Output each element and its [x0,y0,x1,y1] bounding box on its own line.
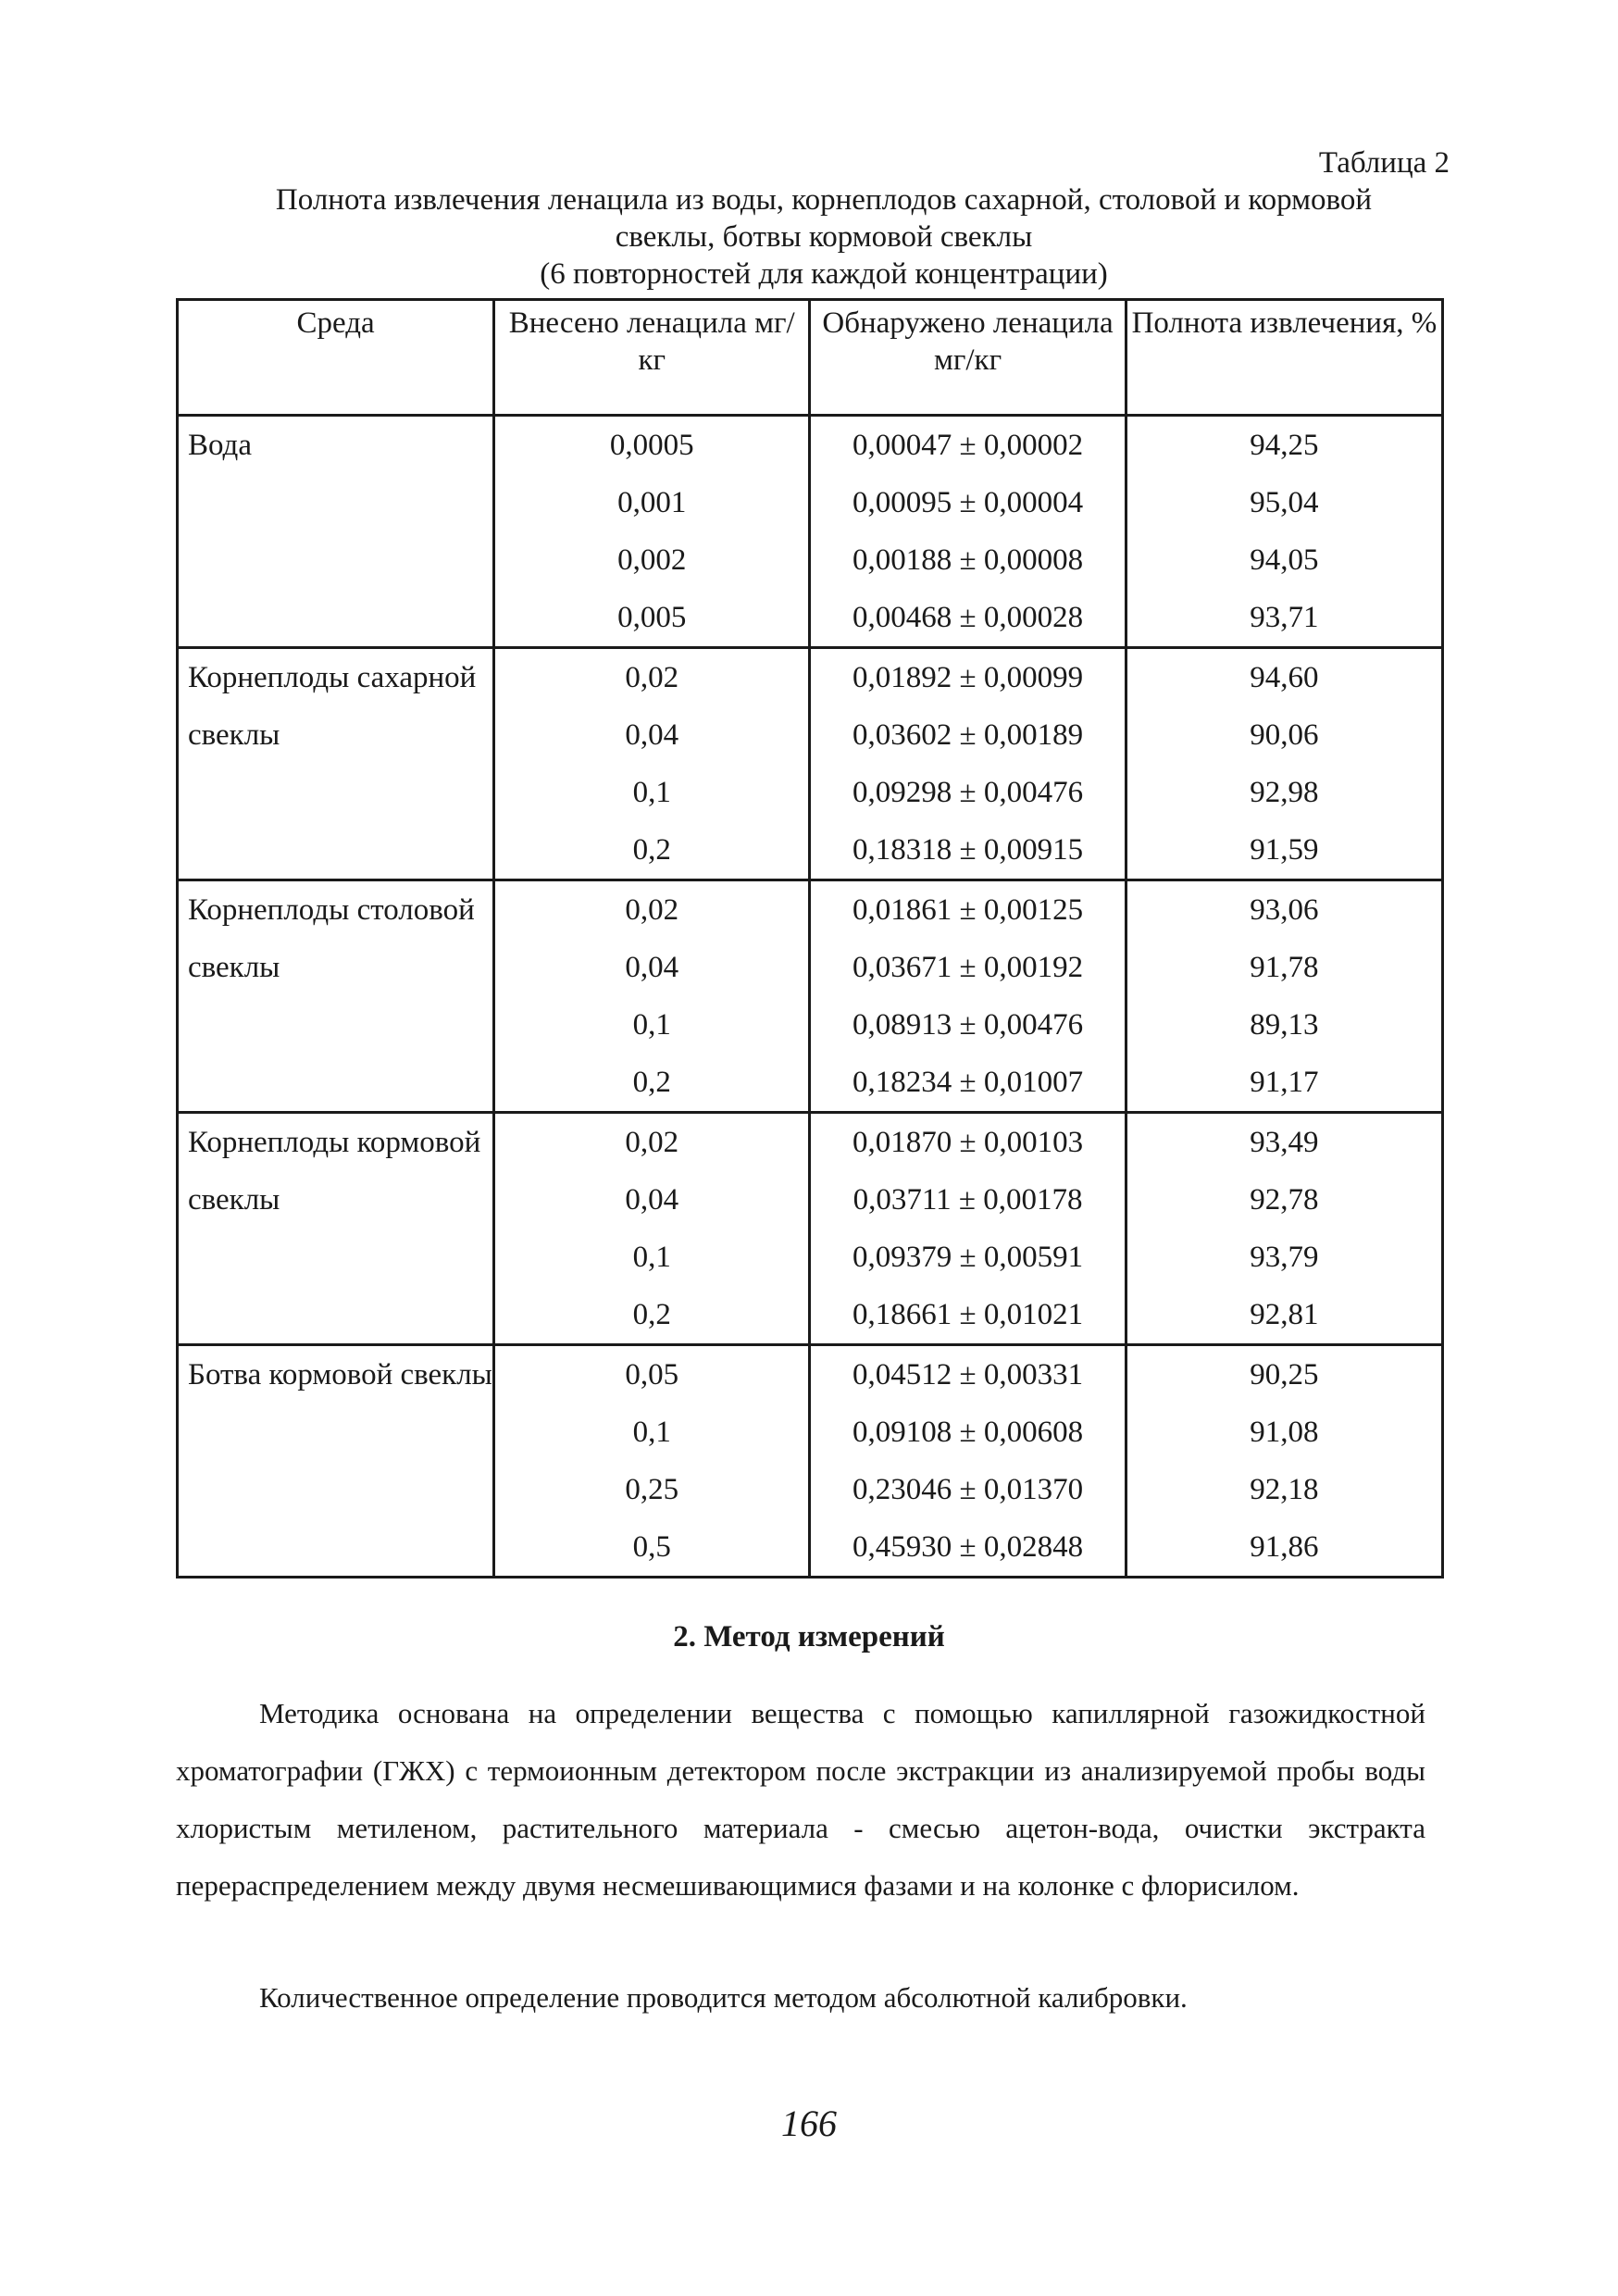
recovery-value: 93,06 [1250,893,1319,927]
recovery-cell [1126,416,1442,648]
recovery-value: 92,81 [1250,1298,1319,1331]
added-value: 0,002 [617,543,687,577]
found-value: 0,45930 ± 0,02848 [852,1530,1084,1564]
added-value: 0,1 [632,1416,671,1449]
found-cell [810,1113,1126,1345]
found-cell [810,1345,1126,1578]
recovery-value: 92,78 [1250,1183,1319,1217]
added-value: 0,1 [632,1008,671,1042]
found-cell [810,880,1126,1113]
found-value: 0,03711 ± 0,00178 [853,1183,1083,1217]
recovery-value: 94,25 [1250,429,1319,462]
caption-line: Полнота извлечения ленацила из воды, корнеплодов сахарной, столовой и кормовой [275,183,1373,217]
table-row [178,1345,1443,1578]
added-value: 0,2 [632,1298,671,1331]
table-row [178,880,1443,1113]
added-value: 0,2 [632,1066,671,1099]
recovery-value: 91,86 [1250,1530,1319,1564]
found-value: 0,18661 ± 0,01021 [852,1298,1084,1331]
table-header-row [178,300,1443,416]
recovery-value: 93,49 [1250,1126,1319,1159]
added-value: 0,001 [617,486,687,519]
added-value: 0,02 [625,893,679,927]
column-header-recovery: Полнота извлечения, % [1126,300,1442,416]
found-value: 0,00468 ± 0,00028 [852,601,1084,634]
found-value: 0,04512 ± 0,00331 [852,1358,1084,1391]
found-value: 0,00188 ± 0,00008 [852,543,1084,577]
found-value: 0,23046 ± 0,01370 [852,1473,1084,1506]
added-value: 0,02 [625,1126,679,1159]
found-value: 0,18318 ± 0,00915 [852,833,1084,867]
page-number: 166 [781,2103,837,2144]
column-header-found: Обнаружено ленацила мг/кг [810,300,1126,416]
found-cell [810,648,1126,880]
added-value: 0,0005 [609,429,694,462]
found-value: 0,09298 ± 0,00476 [852,776,1084,809]
found-cell [810,416,1126,648]
found-value: 0,00047 ± 0,00002 [852,429,1084,462]
section-title: 2. Метод измерений [673,1620,945,1653]
found-value: 0,09379 ± 0,00591 [852,1241,1084,1274]
column-header-added: Внесено ленацила мг/кг [494,300,810,416]
medium-cell: Корнеплоды сахарной свеклы [178,648,494,880]
recovery-value: 91,17 [1250,1066,1319,1099]
quantification-paragraph: Количественное определение проводится методом абсолютной калибровки. [259,1981,1188,2014]
medium-cell: Корнеплоды столовой свеклы [178,880,494,1113]
column-header-medium: Среда [178,300,494,416]
recovery-value: 94,05 [1250,543,1319,577]
recovery-value: 92,18 [1250,1473,1319,1506]
recovery-value: 91,08 [1250,1416,1319,1449]
found-value: 0,09108 ± 0,00608 [852,1416,1084,1449]
found-value: 0,00095 ± 0,00004 [852,486,1084,519]
medium-cell: Вода [178,416,494,648]
added-value: 0,25 [625,1473,679,1506]
added-value: 0,02 [625,661,679,694]
table-body [178,416,1443,1578]
recovery-cell [1126,1345,1442,1578]
table-caption [185,181,1462,293]
added-value: 0,005 [617,601,687,634]
recovery-table [176,298,1444,1578]
added-cell [494,1113,810,1345]
recovery-value: 95,04 [1250,486,1319,519]
table-label: Таблица 2 [1318,146,1450,180]
found-value: 0,08913 ± 0,00476 [852,1008,1084,1042]
table-row [178,648,1443,880]
recovery-value: 91,59 [1250,833,1319,867]
method-paragraph: Методика основана на определении вещества с помощью капиллярной газожидкостной хроматографии (ГЖХ) с термоионным детектором после экстракции из анализируемой пробы воды хлористым метиленом, растительного материала - смесью ацетон-вода, очистки экстракта перераспределением между двумя несмешивающимися фазами и на колонке с флорисилом. [176,1697,1425,1902]
found-value: 0,18234 ± 0,01007 [852,1066,1084,1099]
medium-cell: Корнеплоды кормовой свеклы [178,1113,494,1345]
added-value: 0,2 [632,833,671,867]
added-cell [494,648,810,880]
added-cell [494,1345,810,1578]
found-value: 0,01870 ± 0,00103 [852,1126,1084,1159]
found-value: 0,03671 ± 0,00192 [852,951,1084,984]
added-value: 0,05 [625,1358,679,1391]
table-row [178,416,1443,648]
added-value: 0,04 [625,951,679,984]
added-value: 0,1 [632,776,671,809]
medium-cell: Ботва кормовой свеклы [178,1345,494,1578]
recovery-value: 92,98 [1250,776,1319,809]
caption-line: свеклы, ботвы кормовой свеклы [615,220,1033,254]
added-cell [494,880,810,1113]
recovery-value: 91,78 [1250,951,1319,984]
added-value: 0,1 [632,1241,671,1274]
found-value: 0,01892 ± 0,00099 [852,661,1084,694]
caption-line: (6 повторностей для каждой концентрации) [540,257,1108,291]
recovery-cell [1126,880,1442,1113]
found-value: 0,03602 ± 0,00189 [852,718,1084,752]
added-value: 0,04 [625,1183,679,1217]
added-value: 0,04 [625,718,679,752]
recovery-cell [1126,1113,1442,1345]
recovery-value: 93,71 [1250,601,1319,634]
added-value: 0,5 [632,1530,671,1564]
recovery-value: 89,13 [1250,1008,1319,1042]
recovery-value: 94,60 [1250,661,1319,694]
recovery-cell [1126,648,1442,880]
table-row [178,1113,1443,1345]
recovery-value: 90,06 [1250,718,1319,752]
recovery-value: 90,25 [1250,1358,1319,1391]
found-value: 0,01861 ± 0,00125 [852,893,1084,927]
added-cell [494,416,810,648]
recovery-value: 93,79 [1250,1241,1319,1274]
